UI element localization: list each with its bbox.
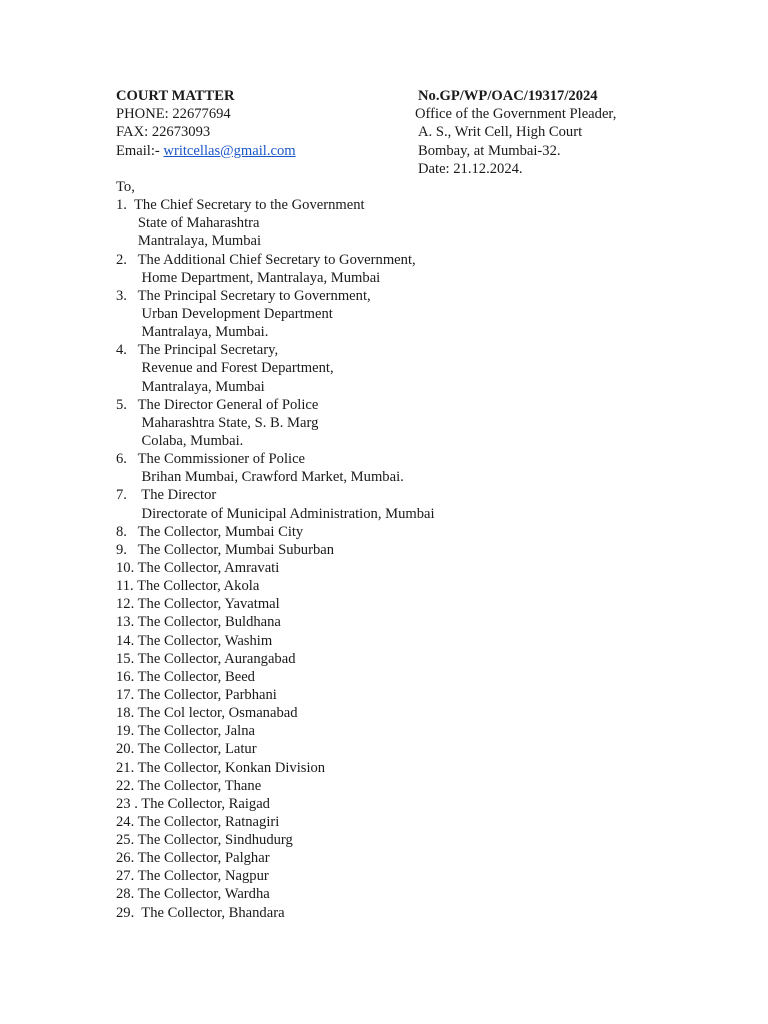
recipient-line: Revenue and Forest Department, — [116, 360, 334, 377]
recipient-line: 9. The Collector, Mumbai Suburban — [116, 541, 335, 558]
recipient-line: 19. The Collector, Jalna — [116, 723, 255, 740]
court-matter-label: COURT MATTER — [116, 88, 235, 104]
email-line — [116, 142, 296, 160]
recipient-line: 24. The Collector, Ratnagiri — [116, 813, 280, 830]
recipient-line: 22. The Collector, Thane — [116, 777, 262, 794]
recipient-line: Mantralaya, Mumbai — [116, 378, 265, 395]
recipient-line: 4. The Principal Secretary, — [116, 342, 279, 359]
recipient-line: 12. The Collector, Yavatmal — [116, 596, 280, 613]
recipient-line: Mantralaya, Mumbai. — [116, 324, 269, 341]
recipient-line: 11. The Collector, Akola — [116, 578, 260, 595]
recipient-line: Colaba, Mumbai. — [116, 432, 244, 449]
office-city-line: Bombay, at Mumbai-32. — [418, 142, 561, 159]
recipient-line: 20. The Collector, Latur — [116, 741, 257, 758]
recipients-block — [116, 178, 716, 922]
recipient-line: 25. The Collector, Sindhudurg — [116, 832, 293, 849]
recipient-line: 29. The Collector, Bhandara — [116, 904, 285, 921]
recipient-line: 3. The Principal Secretary to Government, — [116, 287, 371, 304]
recipient-line: State of Maharashtra — [116, 215, 260, 232]
recipient-line: Home Department, Mantralaya, Mumbai — [116, 269, 381, 286]
recipient-line: 17. The Collector, Parbhani — [116, 686, 277, 703]
recipient-line: 28. The Collector, Wardha — [116, 886, 270, 903]
recipient-line: Brihan Mumbai, Crawford Market, Mumbai. — [116, 469, 404, 486]
email-link[interactable]: writcellas@gmail.com — [163, 142, 296, 159]
office-address-line: A. S., Writ Cell, High Court — [418, 124, 583, 141]
recipient-line: 23 . The Collector, Raigad — [116, 795, 270, 812]
recipient-line: 10. The Collector, Amravati — [116, 559, 280, 576]
office-name: Office of the Government Pleader, — [415, 106, 617, 123]
phone-number: PHONE: 22677694 — [116, 106, 231, 123]
to-label: To, — [116, 179, 135, 195]
recipient-line: 15. The Collector, Aurangabad — [116, 650, 296, 667]
recipient-line: 21. The Collector, Konkan Division — [116, 759, 326, 776]
recipient-line: 1. The Chief Secretary to the Government — [116, 197, 365, 214]
reference-number: No.GP/WP/OAC/19317/2024 — [418, 88, 598, 104]
recipient-line: 18. The Col lector, Osmanabad — [116, 705, 298, 722]
recipient-line: 8. The Collector, Mumbai City — [116, 523, 304, 540]
recipient-line: Urban Development Department — [116, 305, 333, 322]
recipient-line: 14. The Collector, Washim — [116, 632, 273, 649]
email-label: Email:- — [116, 142, 164, 159]
recipient-line: 6. The Commissioner of Police — [116, 451, 306, 468]
recipient-line: Mantralaya, Mumbai — [116, 233, 262, 250]
recipient-line: 26. The Collector, Palghar — [116, 850, 270, 867]
recipient-line: Directorate of Municipal Administration, Mumbai — [116, 505, 435, 522]
recipient-line: 2. The Additional Chief Secretary to Government, — [116, 251, 416, 268]
recipient-line: 16. The Collector, Beed — [116, 668, 255, 685]
letter-date: Date: 21.12.2024. — [418, 160, 523, 177]
recipient-line: 5. The Director General of Police — [116, 396, 319, 413]
letter-header — [116, 87, 676, 178]
recipient-line: 7. The Director — [116, 487, 217, 504]
fax-number: FAX: 22673093 — [116, 124, 211, 141]
recipient-line: 13. The Collector, Buldhana — [116, 614, 281, 631]
recipient-line: 27. The Collector, Nagpur — [116, 868, 269, 885]
recipient-list — [116, 196, 716, 922]
recipient-line: Maharashtra State, S. B. Marg — [116, 414, 319, 431]
